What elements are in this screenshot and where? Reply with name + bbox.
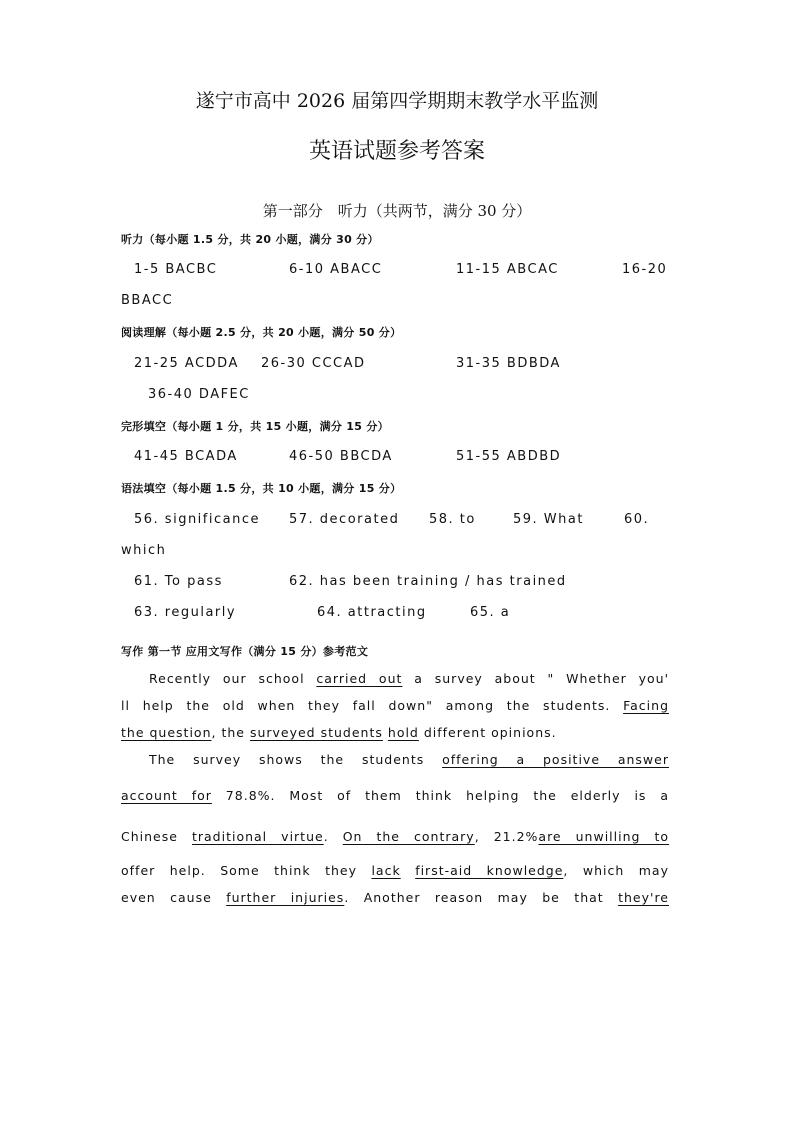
- answer-57: 57. decorated: [289, 512, 400, 527]
- grammar-heading: 语法填空（每小题 1.5 分，共 10 小题，满分 15 分）: [121, 482, 402, 495]
- answer-16-20: BBACC: [121, 293, 174, 308]
- answer-59: 59. What: [513, 512, 584, 527]
- essay-line: [121, 698, 669, 713]
- essay-text: , which may: [563, 863, 669, 878]
- answer-11-15: 11-15 ABCAC: [456, 262, 559, 277]
- essay-text: 78.8%. Most of them think helping the elderly is a: [211, 788, 669, 803]
- answer-56: 56. significance: [134, 512, 260, 527]
- essay-highlight: further injuries: [226, 890, 345, 905]
- answer-65: 65. a: [470, 605, 511, 620]
- essay-highlight: Facing: [623, 698, 669, 713]
- essay-highlight: carried out: [316, 671, 403, 686]
- answer-key-title: 英语试题参考答案: [308, 139, 485, 164]
- answer-46-50: 46-50 BBCDA: [289, 449, 393, 464]
- listening-heading: 听力（每小题 1.5 分，共 20 小题，满分 30 分）: [121, 233, 379, 246]
- essay-text: ll help the old when they fall down" among the students.: [121, 698, 624, 713]
- essay-highlight: offering a positive answer: [442, 752, 669, 767]
- essay-highlight: they're: [618, 890, 669, 905]
- essay-line: [121, 863, 669, 878]
- essay-line: [121, 890, 669, 905]
- essay-highlight: On the contrary: [342, 829, 475, 844]
- reading-heading: 阅读理解（每小题 2.5 分，共 20 小题，满分 50 分）: [121, 326, 402, 339]
- essay-text: , 21.2%: [474, 829, 539, 844]
- essay-highlight: the question: [121, 725, 212, 740]
- essay-line: [121, 725, 669, 740]
- answer-51-55: 51-55 ABDBD: [456, 449, 562, 464]
- answer-62: 62. has been training / has trained: [289, 574, 567, 589]
- essay-text: Recently our school: [149, 671, 317, 686]
- exam-title: 遂宁市高中 2026 届第四学期期末教学水平监测: [195, 90, 599, 112]
- essay-highlight: account for: [121, 788, 212, 803]
- part-one-heading: 第一部分 听力（共两节，满分 30 分）: [262, 202, 532, 220]
- writing-heading: 写作 第一节 应用文写作（满分 15 分）参考范文: [121, 645, 369, 658]
- essay-text: even cause: [121, 890, 227, 905]
- essay-text: .: [323, 829, 343, 844]
- essay-highlight: lack: [371, 863, 401, 878]
- essay-text: offer help. Some think they: [121, 863, 372, 878]
- answer-58: 58. to: [429, 512, 476, 527]
- essay-highlight: first-aid knowledge: [415, 863, 564, 878]
- cloze-heading: 完形填空（每小题 1 分，共 15 小题，满分 15 分）: [121, 420, 389, 433]
- answer-63: 63. regularly: [134, 605, 237, 620]
- essay-line: [149, 671, 669, 686]
- essay-text: [401, 863, 415, 878]
- essay-highlight: traditional virtue: [191, 829, 324, 844]
- answer-31-35: 31-35 BDBDA: [456, 356, 561, 371]
- answer-64: 64. attracting: [317, 605, 427, 620]
- essay-text: different opinions.: [418, 725, 557, 740]
- essay-text: The survey shows the students: [149, 752, 443, 767]
- answer-1-5: 1-5 BACBC: [134, 262, 218, 277]
- essay-highlight: surveyed students: [249, 725, 383, 740]
- essay-text: . Another reason may be that: [344, 890, 619, 905]
- answer-60-label: 60.: [624, 512, 650, 527]
- answer-61: 61. To pass: [134, 574, 223, 589]
- answer-41-45: 41-45 BCADA: [134, 449, 238, 464]
- essay-highlight: hold: [387, 725, 419, 740]
- essay-highlight: are unwilling to: [538, 829, 670, 844]
- answer-21-25: 21-25 ACDDA: [134, 356, 239, 371]
- essay-line: [121, 829, 669, 844]
- essay-line: [149, 752, 669, 767]
- essay-text: Chinese: [121, 829, 192, 844]
- essay-text: , the: [211, 725, 250, 740]
- answer-6-10: 6-10 ABACC: [289, 262, 383, 277]
- essay-text: a survey about " Whether you': [402, 671, 670, 686]
- answer-16-20-label: 16-20: [622, 262, 668, 277]
- answer-26-30: 26-30 CCCAD: [261, 356, 366, 371]
- essay-line: [121, 788, 669, 803]
- answer-36-40: 36-40 DAFEC: [148, 387, 250, 402]
- answer-60: which: [121, 543, 167, 558]
